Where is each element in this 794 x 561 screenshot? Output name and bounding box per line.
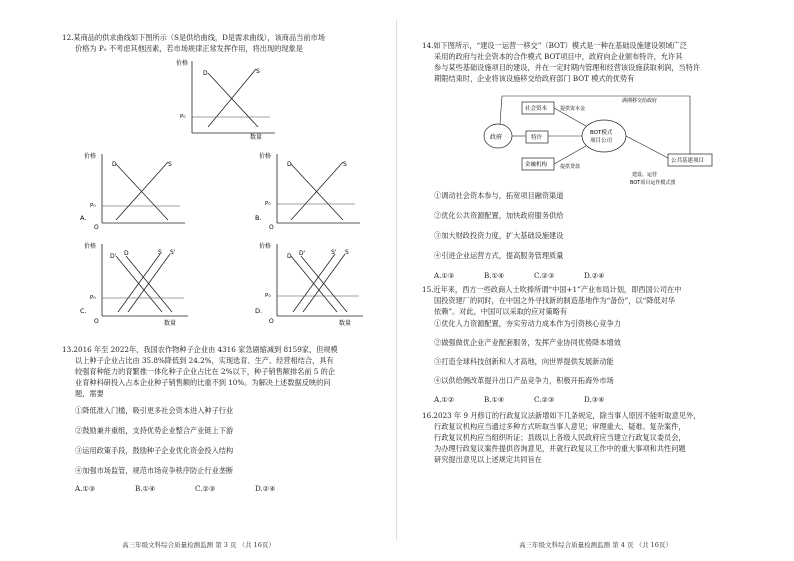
q15-line-1: 国投资建厂的同时，在中国之外寻找新的制造基地作为“备份”，以“降低对华: [434, 296, 676, 305]
q12-graph-A: [80, 148, 190, 233]
finance-node: [522, 158, 554, 170]
A-S-label: S: [168, 161, 172, 168]
q13-item-2: ②鼓励兼并重组，支持优势企业整合产业链上下游: [75, 426, 234, 435]
q13-item-3: ③运用政策手段，鼓励种子企业优化资金投入结构: [75, 446, 234, 455]
q12-line1: 12.某商品的供求曲线如下图所示（S是供给曲线，D是需求曲线），该商品当前市场: [62, 33, 325, 42]
handover-label: 满期移交给政府: [622, 98, 658, 104]
q13-line-2: 较强育种能力的育繁推一体化种子企业占比在 2%以下，种子销售额排名前 5 的企: [75, 367, 336, 376]
A-O-label: O: [94, 224, 99, 231]
q12-graph-B: [255, 148, 365, 233]
D-price-label: 价格: [259, 243, 272, 250]
B-P0-label: P₀: [265, 201, 271, 207]
q13-choice-D: D.②④: [255, 484, 276, 493]
q13-line-0: 13.2016 年至 2022年，我国农作物种子企业由 4316 家急剧缩减到 8159家，但规模: [62, 345, 338, 354]
right-page: [397, 0, 794, 561]
main-qty-label: 数量: [250, 134, 263, 140]
q12-graph-D: [255, 238, 370, 328]
franchise-label: 特许: [531, 135, 543, 141]
q13-choice-C: C.②③: [195, 484, 216, 493]
provide-fund-label: 提供资本金: [560, 106, 586, 112]
q14-item-4: ④引进企业运营方式，提高服务管理质量: [434, 251, 564, 260]
q12-graph-C: [80, 238, 195, 328]
build-label: 建设、运营: [632, 172, 658, 178]
C-S-label: S: [158, 249, 162, 256]
main-D-label: D: [203, 70, 208, 77]
q16-line-2: 行政复议机构应当组织听证；县级以上各级人民政府应当建立行政复议委员会，: [434, 433, 686, 442]
provide-loan-label: 提供贷款: [560, 164, 581, 170]
q14-line-2: 参与某些基础设施项目的建设，并在一定时期内管理和经营该设施获取利润，当特许: [434, 63, 700, 72]
D-Dp-label: D': [299, 250, 306, 257]
A-P0-label: P₀: [90, 203, 96, 209]
C-qty-label: 数量: [164, 320, 177, 327]
A-price-label: 价格: [84, 153, 97, 160]
C-Sp-label: S': [170, 249, 176, 256]
diagram-caption: BOT项目运作模式图: [630, 180, 676, 185]
D-Sp-label: S': [331, 249, 337, 256]
social-label: 社会资本: [525, 106, 548, 112]
q13-line-1: 以上种子企业占比由 35.8%降低到 24.2%，实现选育、生产、经营相结合，具有: [75, 356, 334, 365]
q14-choice-C: C.②③: [534, 271, 555, 280]
gov-node: [484, 124, 512, 148]
main-price-label: 价格: [176, 60, 189, 67]
company-node: [582, 120, 626, 152]
q14-line-0: 14.如下图所示，“建设一运营一移交”（BOT）模式是一种在基础设施建设领域广泛: [422, 41, 687, 50]
project-node: [668, 154, 712, 166]
q16-line-1: 行政复议机构应当通过多种方式听取当事人意见；审理重大、疑难、复杂案件，: [434, 422, 686, 431]
q12-line2: 价格为 P₀ 不考虑其他因素，若市场规律正常发挥作用，将出现的现象是: [75, 44, 303, 53]
C-O-label: O: [94, 318, 99, 325]
q15-line-2: 依赖”。对此，中国可以采取的应对策略有: [434, 307, 568, 316]
B-S-label: S: [343, 161, 347, 168]
q15-choice-B: B.①④: [484, 395, 505, 404]
q14-item-3: ③加大财政投资力度，扩大基础设施建设: [434, 231, 564, 240]
q16-line-4: 研究提出意见以上述规定共同旨在: [434, 455, 542, 464]
social-node: [522, 102, 554, 114]
q15-item-4: ④以供给侧改革提升出口产品竞争力，积极开拓海外市场: [434, 376, 614, 385]
D-S-label: S: [345, 249, 349, 256]
q16-line-0: 16.2023 年 9 月修订的行政复议法新增如下几条规定，除当事人原因不能听取意见外，: [422, 411, 701, 420]
q14-choice-A: A.①③: [434, 271, 455, 280]
q13-choice-A: A.①③: [75, 484, 96, 493]
q15-line-0: 15.近年来，西方一些政商人士吹捧所谓“中国+1”产业布局计划，即西国公司在中: [422, 285, 682, 294]
q14-item-1: ①调动社会资本参与，拓宽项目融资渠道: [434, 191, 564, 200]
left-footer: 高三年级文科综合质量检测监测 第 3 页 （共 16页）: [122, 541, 275, 549]
D-P0-label: P₀: [265, 293, 271, 299]
q15-choice-A: A.①②: [434, 395, 455, 404]
option-B-label: B.: [255, 214, 262, 222]
finance-label: 金融机构: [525, 162, 548, 168]
B-O-label: O: [269, 224, 274, 231]
D-D-label: D: [287, 253, 292, 260]
q15-item-3: ③打造全球科技创新和人才高地，向世界提供发展新动能: [434, 357, 614, 366]
q15-choice-C: C.②③: [534, 395, 555, 404]
main-S-label: S: [256, 68, 260, 75]
q14-choice-B: B.①④: [484, 271, 505, 280]
D-O-label: O: [269, 318, 274, 325]
right-footer: 高三年级文科综合质量检测监测 第 4 页 （共 16页）: [519, 541, 672, 549]
company-label-2: 项目公司: [590, 138, 613, 144]
B-D-label: D: [287, 161, 292, 168]
option-A-label: A.: [80, 214, 87, 222]
q13-item-4: ④加强市场监管，规范市场竞争秩序防止行业垄断: [75, 466, 234, 475]
q13-line-3: 业育种科研投入占本企业种子销售额的比重不到 10%。为解决上述数据反映的问: [75, 378, 331, 387]
q13-choice-B: B.①④: [135, 484, 156, 493]
q13-item-1: ①降低准入门槛，吸引更多社会资本进入种子行业: [75, 406, 234, 415]
q15-item-2: ②做强做优企业产业配套服务，发挥产业协同优势降本增效: [434, 338, 621, 347]
franchise-node: [526, 131, 548, 143]
project-label: 公共基建项目: [671, 158, 705, 164]
q14-line-1: 采用的政府与社会资本的合作模式 BOT项目中，政府向企业颁布特许，允许其: [434, 52, 683, 61]
A-D-label: D: [112, 161, 117, 168]
q14-choice-D: D.②④: [584, 271, 605, 280]
C-price-label: 价格: [84, 243, 97, 250]
q16-line-3: 为办理行政复议案件提供咨询意见，并就行政复议工作中的重大事项和共性问题: [434, 444, 686, 453]
q15-item-1: ①优化人力资源配置，夯实劳动力成本作为引资核心竞争力: [434, 319, 621, 328]
q14-item-2: ②优化公共资源配置，加快政府服务供给: [434, 211, 564, 220]
bot-diagram: [482, 90, 722, 185]
C-P0-label: P₀: [90, 295, 96, 301]
D-qty-label: 数量: [339, 320, 352, 327]
gov-label: 政府: [490, 134, 503, 141]
main-P0-label: P₀: [180, 114, 186, 120]
q12-main-graph: [170, 55, 280, 140]
C-Dp-label: D': [110, 253, 117, 260]
q14-line-3: 期限结束时，企业将该设施移交给政府部门 BOT 模式的优势有: [434, 74, 635, 83]
option-D-label: D.: [255, 307, 263, 315]
company-label-1: BOT模式: [590, 130, 613, 136]
C-D-label: D: [124, 250, 129, 257]
q13-line-4: 题，需要: [75, 389, 104, 398]
q15-choice-D: D.③④: [584, 395, 605, 404]
option-C-label: C.: [80, 307, 87, 315]
B-price-label: 价格: [259, 153, 272, 160]
